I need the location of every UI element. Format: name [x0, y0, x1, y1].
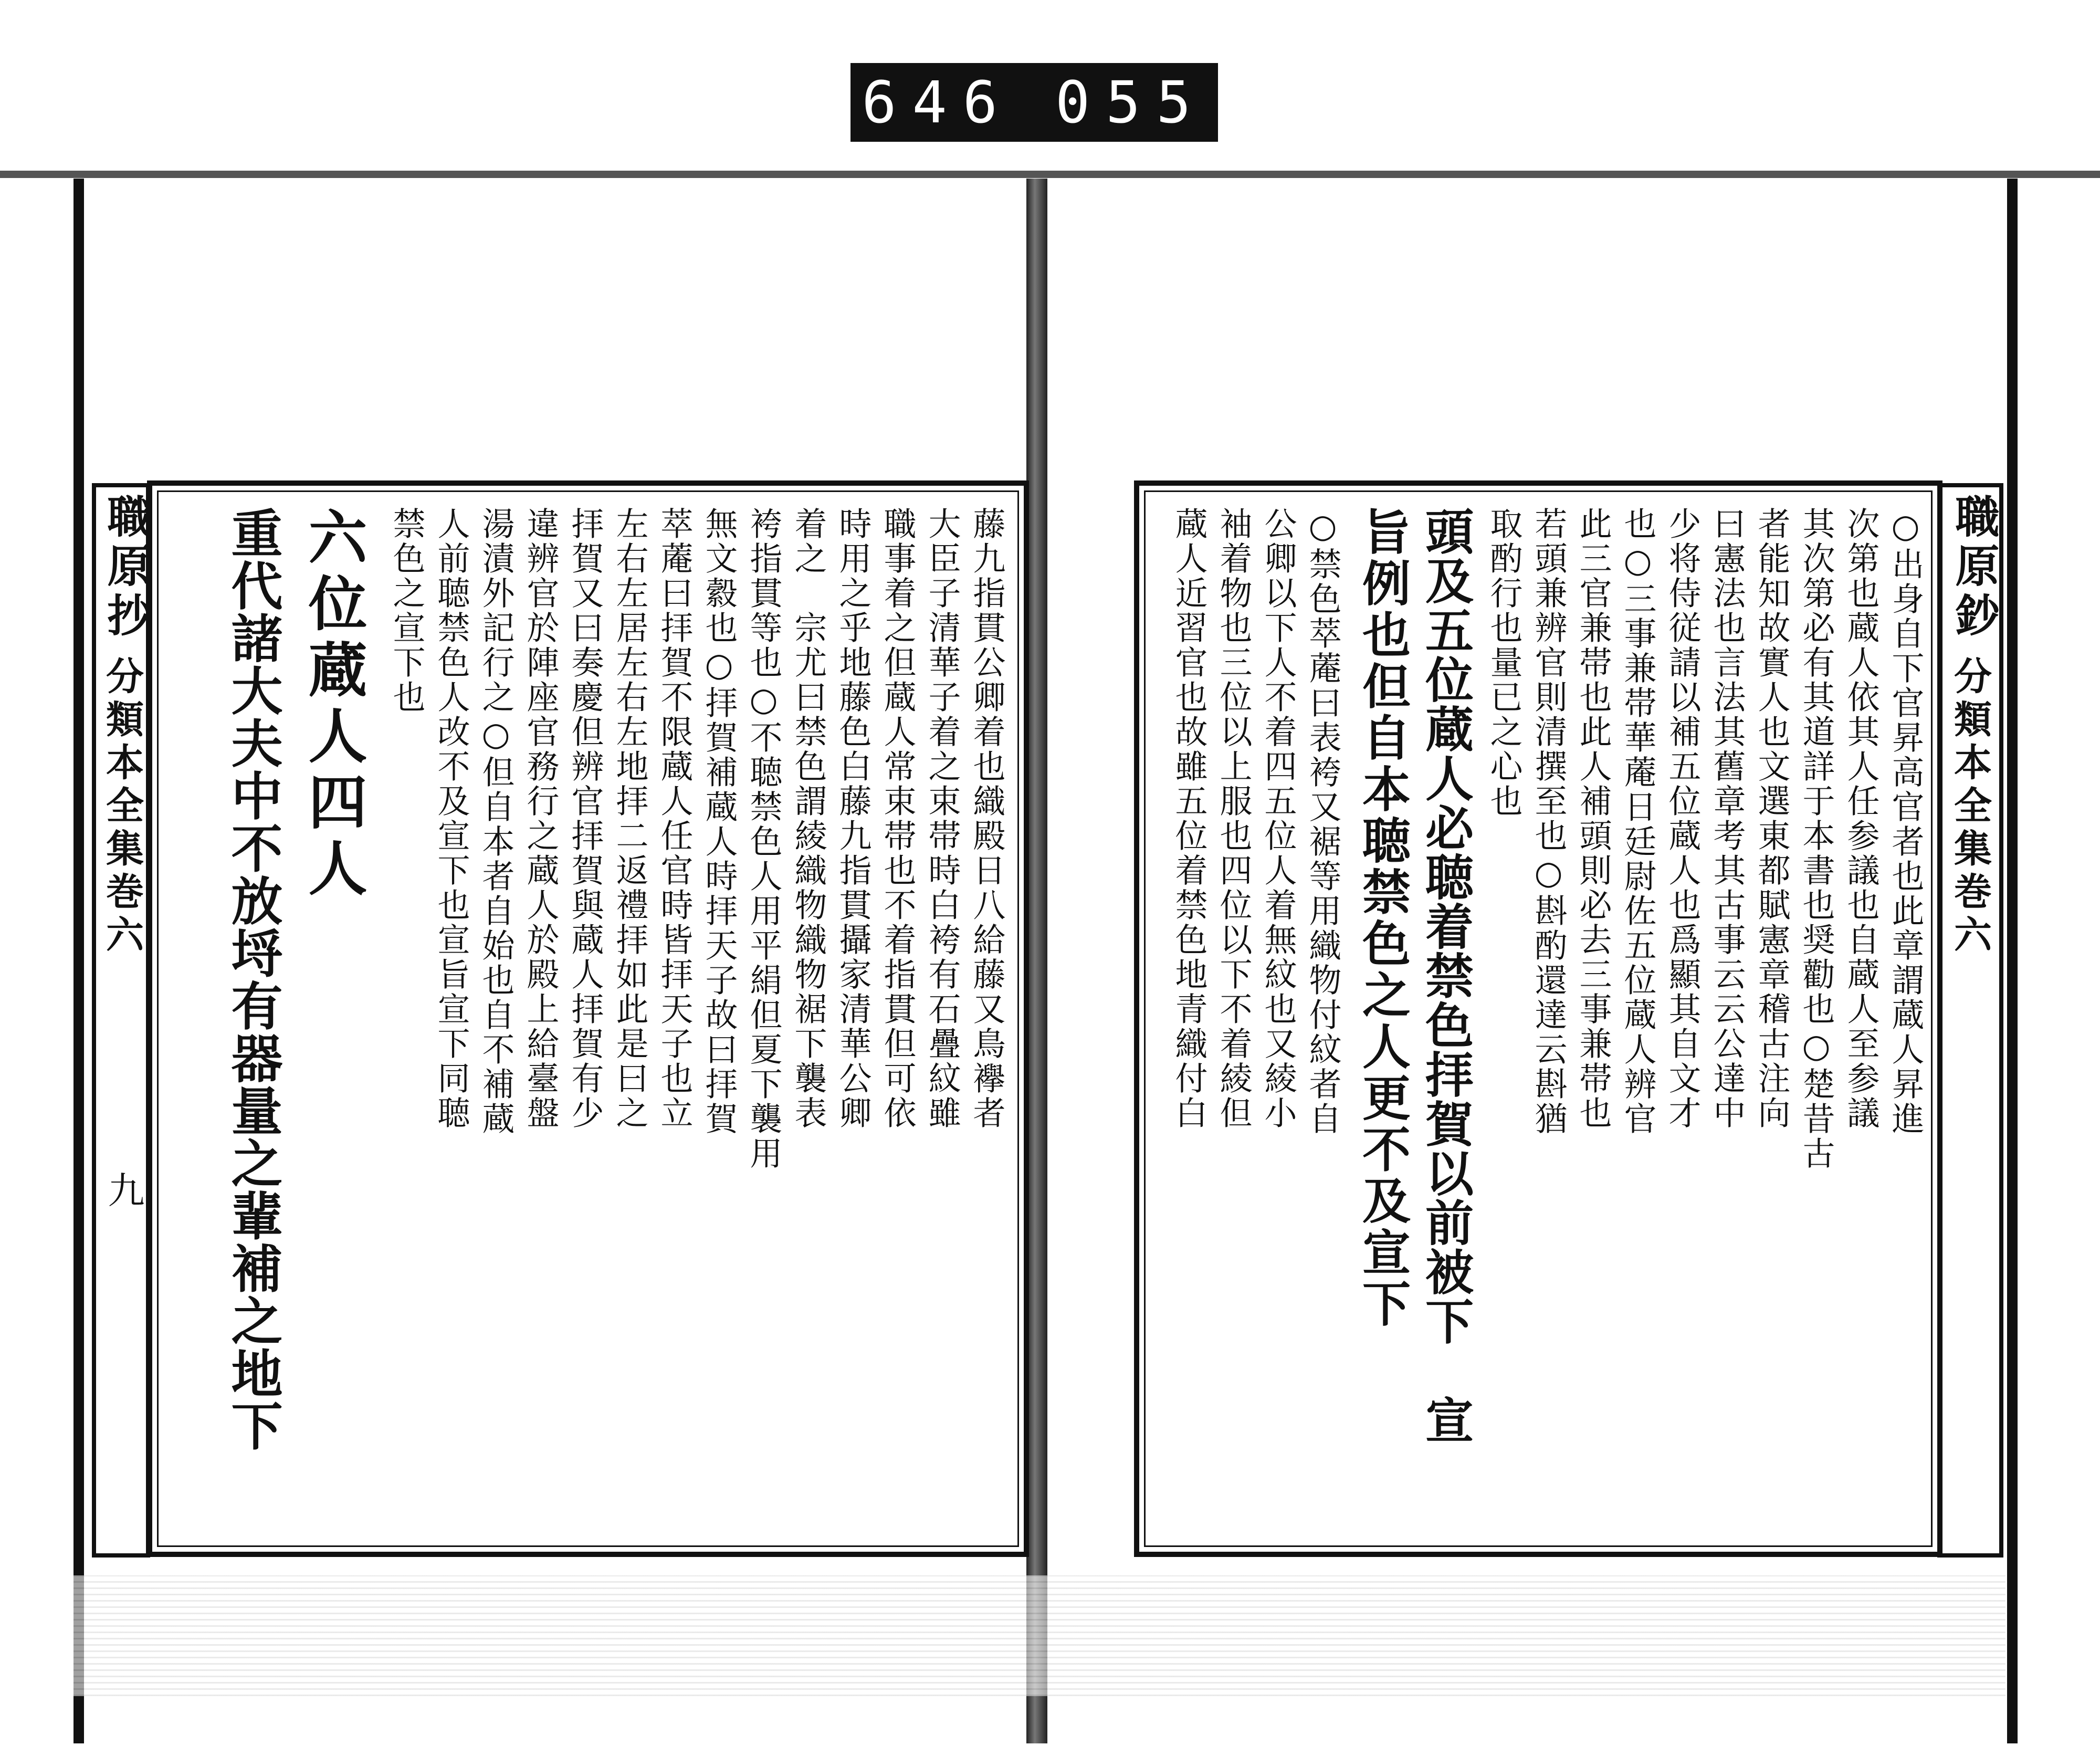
left-col-8: 萃蓭曰拝賀不限蔵人任官時皆拝天子也立 [655, 507, 694, 1131]
left-col-1: 藤九指貫公卿着也織殿日八給藤又鳥襷者 [968, 507, 1006, 1131]
reel-number: 646 [862, 69, 1013, 136]
right-col-6: 少将侍従請以補五位蔵人也爲顯其自文才 [1663, 507, 1702, 1131]
left-col-2: 大臣子清華子着之束帯時白袴有石疊紋雖 [923, 507, 961, 1131]
left-col-14: 禁色之宣下也 [387, 507, 426, 715]
left-page-number: 九 [102, 1171, 145, 1208]
left-col-10: 拝賀又曰奏慶但辨官拝賀與蔵人拝賀有少 [566, 507, 604, 1131]
left-col-3: 職事着之但蔵人常束帯也不着指貫但可依 [878, 507, 917, 1131]
right-side-subtitle: 分類本全集巻六 [1948, 656, 1992, 958]
right-small-col-1: ○禁色萃蓭曰表袴又裾等用織物付紋者自 [1304, 507, 1342, 1136]
right-col-8: 此三官兼帯也此人補頭則必去三事兼帯也 [1574, 507, 1612, 1131]
left-col-7: 無文縠也○拝賀補蔵人時拝天子故曰拝賀 [700, 507, 738, 1136]
right-side-panel [1937, 483, 2003, 1558]
right-big-line-2: 旨例也但自本聴禁色之人更不及宣下 [1354, 507, 1411, 1330]
right-col-1: ○出身自下官昇高官者也此章謂蔵人昇進 [1886, 507, 1925, 1136]
left-side-panel [92, 483, 150, 1558]
right-big-line-1: 頭及五位蔵人必聴着禁色拝賀以前被下 宣 [1418, 507, 1474, 1445]
right-side-title: 職原鈔 [1948, 494, 2000, 642]
right-text-block [1134, 480, 1942, 1557]
left-col-12: 湯漬外記行之○但自本者自始也自不補蔵 [477, 507, 515, 1136]
left-text-block [147, 480, 1029, 1557]
right-col-5: 曰憲法也言法其舊章考其古事云云公達中 [1708, 507, 1746, 1131]
right-col-7: 也○三事兼帯華蓭日廷尉佐五位蔵人辨官 [1619, 507, 1657, 1136]
right-small-col-2: 公卿以下人不着四五位人着無紋也又綾小 [1259, 507, 1297, 1131]
left-col-4: 時用之乎地藤色白藤九指貫攝家清華公卿 [834, 507, 872, 1131]
right-small-col-4: 蔵人近習官也故雖五位着禁色地青織付白 [1170, 507, 1208, 1131]
top-edge [0, 171, 2100, 178]
left-side-title: 職原抄 [100, 494, 152, 642]
left-heading: 六位蔵人四人 [299, 507, 368, 904]
right-col-2: 次第也蔵人依其人任参議也自蔵人至参議 [1842, 507, 1880, 1131]
left-col-13: 人前聴禁色人改不及宣下也宣旨宣下同聴 [432, 507, 470, 1131]
book-gutter [1026, 179, 1047, 1743]
right-col-4: 者能知故實人也文選東都賦憲章稽古注向 [1752, 507, 1791, 1131]
left-side-subtitle: 分類本全集巻六 [100, 656, 144, 958]
left-col-5: 着之 宗尤曰禁色謂綾織物織物裾下襲表 [789, 507, 827, 1131]
right-col-10: 取酌行也量已之心也 [1485, 507, 1523, 819]
left-col-11: 違辨官於陣座官務行之蔵人於殿上給臺盤 [521, 507, 560, 1131]
left-col-6: 袴指貫等也○不聴禁色人用平絹但夏下襲用 [744, 507, 783, 1171]
right-col-9: 若頭兼辨官則清撰至也○斟酌還達云斟猶 [1529, 507, 1568, 1136]
left-big-line: 重代諸大夫中不放埒有器量之輩補之地下 [223, 507, 283, 1452]
right-small-col-3: 袖着物也三位以上服也四位以下不着綾但 [1214, 507, 1253, 1131]
right-col-3: 其次第必有其道詳于本書也奨勸也○楚昔古 [1797, 507, 1835, 1171]
page-bottom-texture [74, 1575, 2006, 1696]
film-frame-label [850, 63, 1218, 142]
frame-number: 055 [1055, 69, 1207, 136]
left-col-9: 左右左居左右左地拝二返禮拝如此是曰之 [611, 507, 649, 1131]
